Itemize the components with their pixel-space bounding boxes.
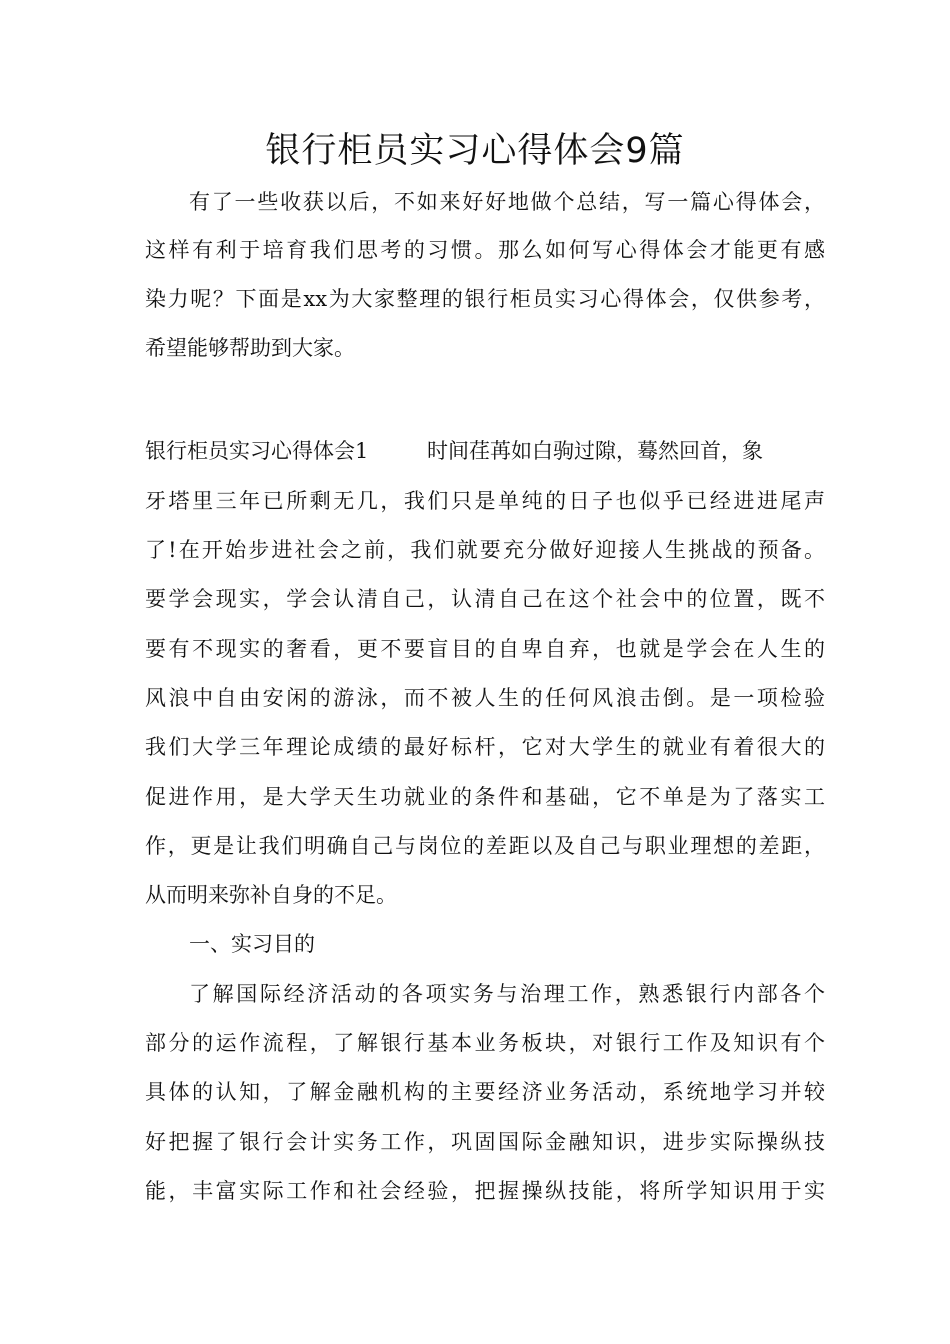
paragraph-line: 风浪中自由安闲的游泳，而不被人生的任何风浪击倒。是一项检验 [145,686,825,710]
paragraph-line: 了!在开始步进社会之前，我们就要充分做好迎接人生挑战的预备。 [145,538,825,562]
intro-line: 染力呢？下面是xx为大家整理的银行柜员实习心得体会，仅供参考， [145,287,825,311]
purpose-line: 部分的运作流程，了解银行基本业务板块，对银行工作及知识有个 [145,1031,825,1055]
intro-line: 这样有利于培育我们思考的习惯。那么如何写心得体会才能更有感 [145,238,825,262]
purpose-line: 能，丰富实际工作和社会经验，把握操纵技能，将所学知识用于实 [145,1179,825,1203]
paragraph-line: 要学会现实，学会认清自己，认清自己在这个社会中的位置，既不 [145,587,825,611]
paragraph-line: 我们大学三年理论成绩的最好标杆，它对大学生的就业有着很大的 [145,735,825,759]
purpose-line: 好把握了银行会计实务工作，巩固国际金融知识，进步实际操纵技 [145,1130,825,1154]
purpose-line: 具体的认知，了解金融机构的主要经济业务活动，系统地学习并较 [145,1080,825,1104]
section-subheading: 一、实习目的 [189,932,315,956]
intro-line: 有了一些收获以后，不如来好好地做个总结，写一篇心得体会， [189,190,825,214]
section-heading: 银行柜员实习心得体会1 [145,439,369,463]
paragraph-text: 时间荏苒如白驹过隙，蓦然回首，象 [427,439,763,463]
document-title: 银行柜员实习心得体会9篇 [265,131,685,171]
intro-line: 希望能够帮助到大家。 [145,336,355,360]
paragraph-line: 作，更是让我们明确自己与岗位的差距以及自己与职业理想的差距， [145,834,825,858]
paragraph-line: 牙塔里三年已所剩无几，我们只是单纯的日子也似乎已经进进尾声 [145,489,825,513]
purpose-line: 了解国际经济活动的各项实务与治理工作，熟悉银行内部各个 [189,982,825,1006]
paragraph-line: 促进作用，是大学天生功就业的条件和基础，它不单是为了落实工 [145,785,825,809]
section-first-line [145,427,825,475]
paragraph-line: 从而明来弥补自身的不足。 [145,883,397,907]
paragraph-line: 要有不现实的奢看，更不要盲目的自卑自弃，也就是学会在人生的 [145,637,825,661]
